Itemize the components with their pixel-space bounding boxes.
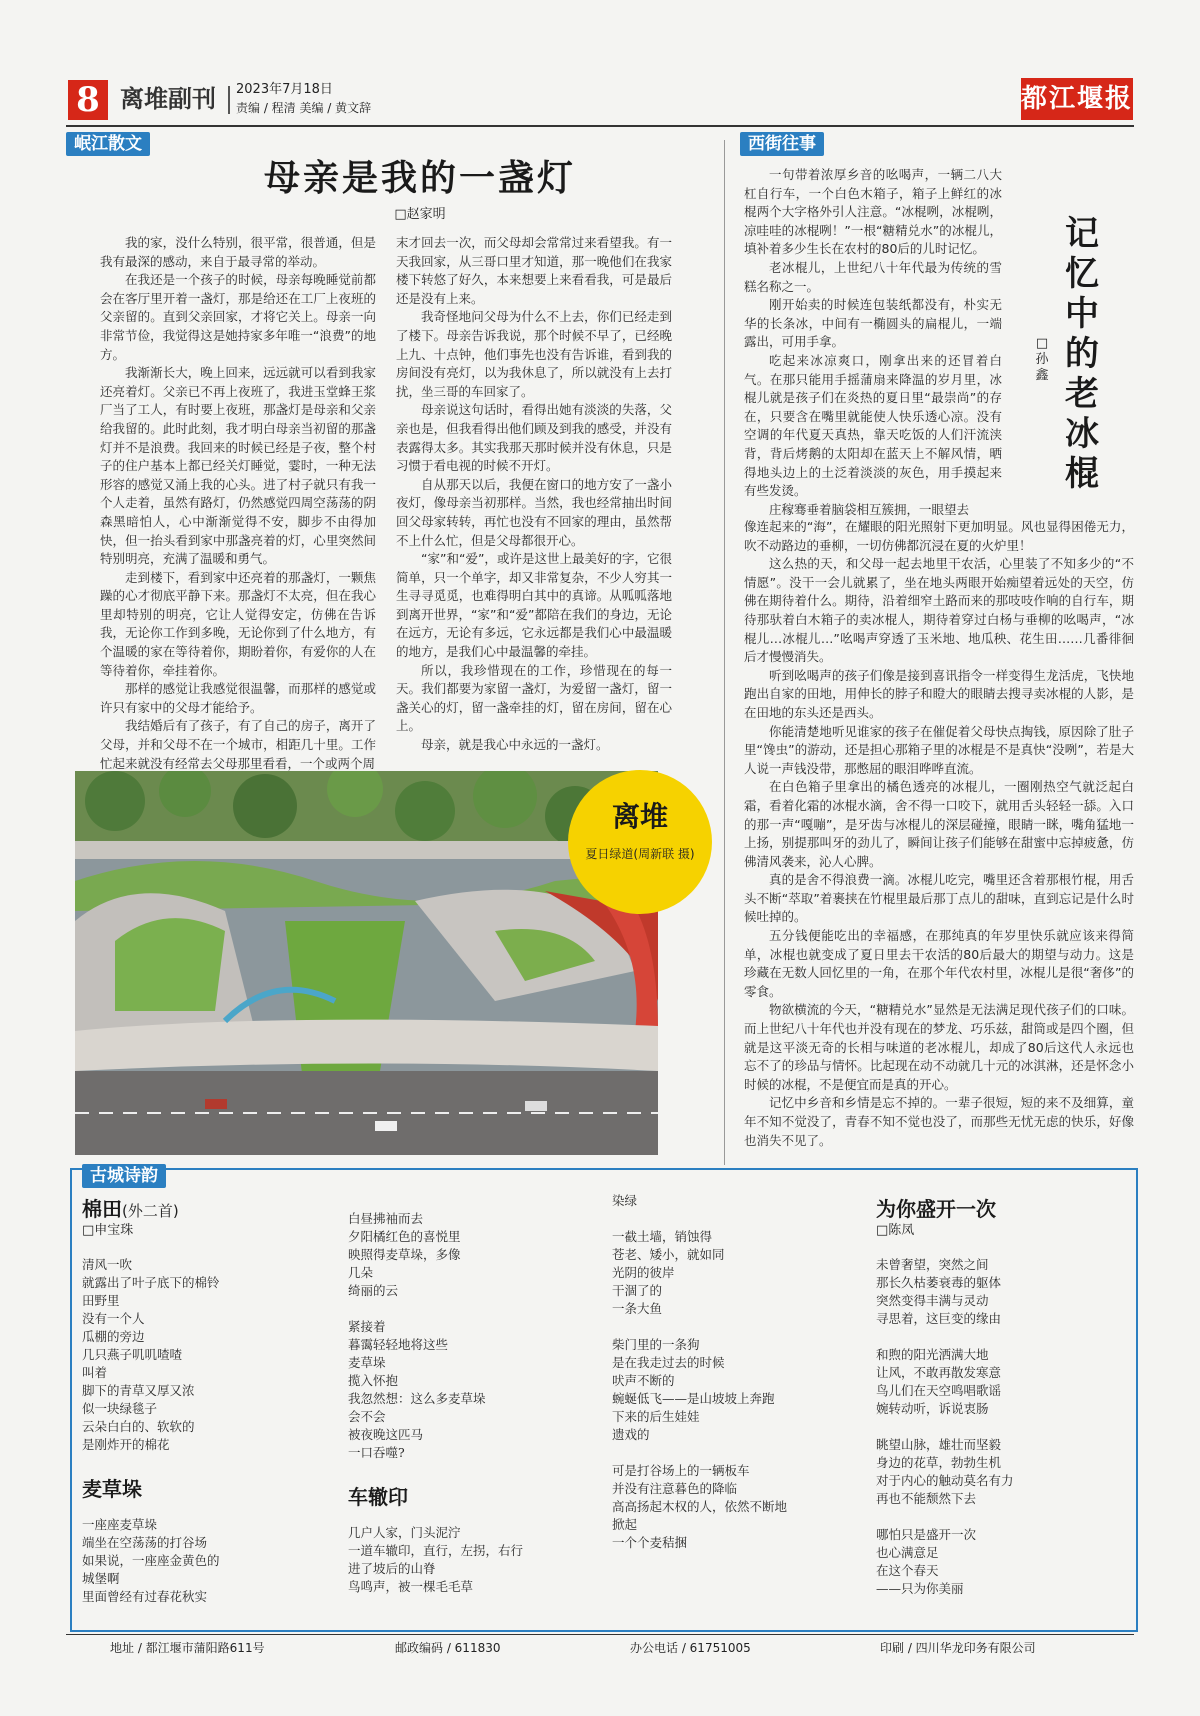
poem-body (82, 1516, 302, 1606)
paragraph: 记忆中乡音和乡情是忘不掉的。一辈子很短，短的来不及细算，童年不知不觉没了，青春不知不觉也没了，而那些无忧无虑的快乐，好像也消失不见了。 (744, 1095, 1134, 1148)
article2-title: 记忆中的老冰棍 (1065, 214, 1099, 494)
page-number: 8 (68, 80, 108, 120)
poem-line: 一条大鱼 (612, 1301, 663, 1316)
article2-body-top (744, 166, 1002, 519)
poem-line: 掀起 (612, 1517, 638, 1532)
paragraph: 那样的感觉让我感觉很温馨，而那样的感觉或许只有家中的父母才能给予。 (100, 681, 376, 715)
poem-line: ——只为你美丽 (876, 1581, 964, 1596)
column-tag-poetry: 古城诗韵 (82, 1164, 166, 1188)
poem-line: 染绿 (612, 1193, 638, 1208)
paragraph: 物欲横流的今天，“糖精兑水”显然是无法满足现代孩子们的口味。而上世纪八十年代也并没有现在的梦龙、巧乐兹，甜筒或是四个圈，但就是这平淡无奇的长相与味道的老冰棍儿，却成了80后这代人永远也忘不了的珍品与情怀。比起现在动不动就几十元的冰淇淋，还是怀念小时候的冰棍，不是便宜而是真的开心。 (744, 1002, 1134, 1092)
photo-caption: 夏日绿道(周新联 摄) (585, 847, 695, 861)
poem-line: 几户人家，门头泥泞 (348, 1525, 461, 1540)
poem-line: 眺望山脉，雄壮而坚毅 (876, 1437, 1002, 1452)
paragraph: 自从那天以后，我便在窗口的地方安了一盏小夜灯，像母亲当初那样。当然，我也经常抽出时间回父母家转转，再忙也没有不回家的理由，虽然帮不上什么忙，但是父母都很开心。 (396, 476, 672, 548)
poem-stanza (876, 1346, 1116, 1418)
paragraph: 五分钱便能吃出的幸福感，在那纯真的年岁里快乐就应该来得简单，冰棍也就变成了夏日里去干农活的80后最大的期望与动力。这是珍藏在无数人回忆里的一角，在那个年代农村里，冰棍儿是很“奢侈”的零食。 (744, 928, 1134, 999)
poem-line: 寻思着，这巨变的缘由 (876, 1311, 1002, 1326)
poem-title: 为你盛开一次 (876, 1197, 996, 1221)
paragraph: 在我还是一个孩子的时候，母亲每晚睡觉前都会在客厅里开着一盏灯，那是给还在工厂上夜班的父亲留的。直到父亲回家，才将它关上。母亲一向非常节俭，我觉得这是她持家多年唯一“浪费”的地方。 (100, 272, 376, 362)
poem-line: 让风，不敢再散发寒意 (876, 1365, 1002, 1380)
paragraph: 一句带着浓厚乡音的吆喝声，一辆二八大杠自行车，一个白色木箱子，箱子上鲜红的冰棍两个大字格外引人注意。“冰棍咧，冰棍咧，凉哇哇的冰棍咧！”一根“糖精兑水”的冰棍儿，填补着多少生长在农村的80后的儿时记忆。 (744, 167, 1002, 257)
poem-line: 似一块绿毯子 (82, 1401, 158, 1416)
paragraph: 这么热的天，和父母一起去地里干农活，心里装了不知多少的“不情愿”。没干一会儿就累了，坐在地头两眼开始痴望着远处的天空，仿佛在期待着什么。期待，沿着细窄土路而来的那吱吱作响的自行车，期待那驮着白木箱子的卖冰棍人，期待着穿过白杨与垂柳的吆喝声，“冰棍儿…冰棍儿…”吆喝声穿透了玉米地、地瓜秧、花生田……几番徘徊后才慢慢消失。 (744, 556, 1134, 665)
poetry-column-4 (876, 1196, 1116, 1598)
poem-line: 紧接着 (348, 1319, 386, 1334)
poem-stanza (612, 1192, 842, 1210)
poem-line: 并没有注意暮色的降临 (612, 1481, 738, 1496)
paragraph: 听到吆喝声的孩子们像是接到喜讯指令一样变得生龙活虎，飞快地跑出自家的田地，用伸长的脖子和瞪大的眼睛去搜寻卖冰棍的人影，是在田地的东头还是西头。 (744, 667, 1134, 720)
issue-date: 2023年7月18日 (236, 82, 333, 97)
poem-line: 婉转动听，诉说衷肠 (876, 1401, 989, 1416)
photo-label-circle (568, 770, 712, 914)
poem-line: 白昼拂袖而去 (348, 1211, 424, 1226)
poem-line: 叫着 (82, 1365, 108, 1380)
poem-line: 云朵白白的、软软的 (82, 1419, 195, 1434)
poem-line: 在这个春天 (876, 1563, 939, 1578)
column-tag-west-street: 西街往事 (740, 132, 824, 156)
poem-line: 端坐在空荡荡的打谷场 (82, 1535, 208, 1550)
article-body-column-1 (100, 234, 376, 773)
paragraph: “家”和“爱”，或许是这世上最美好的字，它很简单，只一个单字，却又非常复杂，不少人穷其一生寻寻觅觅，也难得明白其中的真谛。从呱呱落地到离开世界，“家”和“爱”都陪在我们的身边，无论在远方，无论有多远，它永远都是我们心中最温暖的地方，是我们心中最温馨的牵挂。 (396, 551, 672, 660)
poem-title: 棉田 (82, 1197, 122, 1221)
poem-heading (82, 1196, 302, 1222)
poem-subtitle: (外二首) (122, 1202, 179, 1220)
poem-line: 可是打谷场上的一辆板车 (612, 1463, 750, 1478)
header-rule (66, 125, 1134, 127)
paragraph: 吃起来冰凉爽口，刚拿出来的还冒着白气。在那只能用手摇蒲扇来降温的岁月里，冰棍儿就是孩子们在炎热的夏日里“最崇尚”的存在，只要含在嘴里就能使人快乐透心凉。没有空调的年代夏天真热，靠天吃饭的人们汗流浃背，背后烤鹅的太阳却在蓝天上不解风情，晒得地头边上的土泛着淡淡的灰色，用手摸起来有些发烫。 (744, 352, 1002, 499)
poem-line: 未曾奢望，突然之间 (876, 1257, 989, 1272)
poetry-column-3 (612, 1192, 842, 1552)
poem-line: 哪怕只是盛开一次 (876, 1527, 977, 1542)
poem-line: 柴门里的一条狗 (612, 1337, 700, 1352)
poem-line: 蜿蜒低飞——是山坡坡上奔跑 (612, 1391, 775, 1406)
poem-stanza (876, 1256, 1116, 1328)
poem-line: 夕阳橘红色的喜悦里 (348, 1229, 461, 1244)
poem-title: 车辙印 (348, 1485, 408, 1509)
poem-line: 会不会 (348, 1409, 386, 1424)
footer-printer: 印刷 / 四川华龙印务有限公司 (880, 1641, 1036, 1655)
poem-line: 遗戏的 (612, 1427, 650, 1442)
column-divider (724, 140, 725, 1165)
poem-line: 进了坡后的山脊 (348, 1561, 436, 1576)
poem-line: 鸟鸣声，被一棵毛毛草 (348, 1579, 474, 1594)
poem-line: 是在我走过去的时候 (612, 1355, 725, 1370)
poem-line: 映照得麦草垛，多像 (348, 1247, 461, 1262)
poem-line: 和煦的阳光洒满大地 (876, 1347, 989, 1362)
paragraph: 我结婚后有了孩子，有了自己的房子，离开了父母，并和父母不在一个城市，相距几十里。工作忙起来就没有经常去父母那里看看，一个或两个周 (100, 718, 376, 771)
poem-stanza (612, 1462, 842, 1552)
poem-line: 我忽然想：这么多麦草垛 (348, 1391, 486, 1406)
footer-rule (66, 1634, 1134, 1635)
poem-line: 苍老、矮小，就如同 (612, 1247, 725, 1262)
paragraph: 末才回去一次，而父母却会常常过来看望我。有一天我回家，从三哥口里才知道，那一晚他们在我家楼下转悠了好久，本来想要上来看看我，可是最后还是没有上来。 (396, 235, 672, 306)
footer-phone: 办公电话 / 61751005 (630, 1641, 751, 1655)
paragraph: 庄稼骞垂着脑袋相互簇拥，一眼望去 (769, 501, 970, 517)
poem-line: 鸟儿们在天空鸣唱歌谣 (876, 1383, 1002, 1398)
poem-line: 吠声不断的 (612, 1373, 675, 1388)
poem-line: 瓜棚的旁边 (82, 1329, 145, 1344)
poem-line: 光阴的彼岸 (612, 1265, 675, 1280)
paragraph: 我渐渐长大，晚上回来，远远就可以看到我家还亮着灯。父亲已不再上夜班了，我进玉堂蜂王浆厂当了工人，有时要上夜班，那盏灯是母亲和父亲给我留的。此时此刻，我才明白母亲当初留的那盏灯并不是浪费。我回来的时候已经是子夜，整个村子的住户基本上都已经关灯睡觉，霎时，一种无法形容的感觉又涌上我的心头。进了村子就只有我一个人走着，虽然有路灯，仍然感觉四周空荡荡的阴森黑暗怕人，心中渐渐觉得不安，脚步不由得加快，但一抬头看到家中那盏亮着的灯，心里突然间特别明亮，充满了温暖和勇气。 (100, 365, 376, 567)
header-divider (228, 86, 230, 114)
poem-line: 那长久枯萎衰毒的躯体 (876, 1275, 1002, 1290)
poem-stanza (876, 1526, 1116, 1598)
article-byline: □赵家明 (394, 207, 446, 222)
poem-stanza (876, 1436, 1116, 1508)
poem-line: 一口吞噬? (348, 1445, 405, 1460)
poem-line: 被夜晚这匹马 (348, 1427, 424, 1442)
paragraph: 走到楼下，看到家中还亮着的那盏灯，一颗焦躁的心才彻底平静下来。那盏灯不太亮，但在我心里却特别的明亮，它让人觉得安定，仿佛在告诉我，无论你工作到多晚，无论你到了什么地方，有个温暖的家在等待着你，期盼着你，有爱你的人在等待着你，牵挂着你。 (100, 569, 376, 678)
poem-line: 一个个麦秸捆 (612, 1535, 688, 1550)
article-title: 母亲是我的一盏灯 (263, 157, 576, 199)
poem-line: 如果说，一座座金黄色的 (82, 1553, 220, 1568)
poem-line: 一截土墙，销蚀得 (612, 1229, 713, 1244)
paragraph: 母亲说这句话时，看得出她有淡淡的失落，父亲也是，但我看得出他们顾及到我的感受，并没有表露得太多。其实我那天那时候并没有休息，只是习惯于看电视的时候不开灯。 (396, 402, 672, 474)
poem-line: 清风一吹 (82, 1257, 133, 1272)
paragraph: 所以，我珍惜现在的工作，珍惜现在的每一天。我们都要为家留一盏灯，为爱留一盏灯，留一盏关心的灯，留一盏牵挂的灯，留在房间，留在心上。 (396, 662, 672, 734)
paragraph: 老冰棍儿，上世纪八十年代最为传统的雪糕名称之一。 (744, 259, 1002, 294)
paragraph: 我奇怪地问父母为什么不上去，你们已经走到了楼下。母亲告诉我说，那个时候不早了，已经晚上九、十点钟，他们事先也没有告诉谁，看到我的房间没有亮灯，以为我休息了，所以就没有上去打扰，坐三哥的车回家了。 (396, 309, 672, 399)
paragraph: 真的是舍不得浪费一滴。冰棍儿吃完，嘴里还含着那根竹棍，用舌头不断“萃取”着裹挟在竹棍里最后那丁点儿的甜味，直到忘记是什么时候吐掉的。 (744, 872, 1134, 925)
poem-line: 下来的后生娃娃 (612, 1409, 700, 1424)
poem-title: 麦草垛 (82, 1477, 142, 1501)
poem-line: 高高扬起木权的人，依然不断地 (612, 1499, 788, 1514)
poem-body (348, 1524, 578, 1596)
column-tag-prose: 岷江散文 (66, 132, 150, 156)
poem-body (82, 1256, 302, 1454)
newspaper-masthead-logo: 都江堰报 (1021, 78, 1133, 120)
poem-line: 城堡啊 (82, 1571, 120, 1586)
paragraph: 在白色箱子里拿出的橘色透亮的冰棍儿，一圈刚热空气就泛起白霜，看着化霜的冰棍水滴，舍不得一口咬下，就用舌头轻轻一舔。入口的那一声“嘎嘣”，是牙齿与冰棍儿的深层碰撞，眼睛一眯，嘴角猛地一上扬，别提那叫牙的劲儿了，瞬间让孩子们能够在甜蜜中忘掉疲惫，仿佛清风袭来，沁人心脾。 (744, 779, 1134, 869)
poem-line: 没有一个人 (82, 1311, 145, 1326)
editor-credits: 责编 / 程清 美编 / 黄文辞 (236, 101, 372, 115)
paragraph: 你能清楚地听见谁家的孩子在催促着父母快点掏钱，原因除了肚子里“馋虫”的游动，还是担心那箱子里的冰棍是不是真快“没咧”，若是大人说一声钱没带，那憋屈的眼泪哗哗直流。 (744, 723, 1134, 776)
poem-author: □陈凤 (876, 1223, 915, 1238)
paragraph: 母亲，就是我心中永远的一盏灯。 (421, 737, 609, 753)
poem-line: 是刚炸开的棉花 (82, 1437, 170, 1452)
poem-line: 再也不能颓然下去 (876, 1491, 977, 1506)
paragraph: 刚开始卖的时候连包装纸都没有，朴实无华的长条冰，中间有一椭圆头的扁棍儿，一端露出，可用手拿。 (744, 297, 1002, 350)
footer-address: 地址 / 都江堰市蒲阳路611号 (110, 1641, 265, 1655)
poem-line: 暮霭轻轻地将这些 (348, 1337, 449, 1352)
poem-author: □申宝珠 (82, 1223, 134, 1238)
poem-line: 一道车辙印，直行，左拐，右行 (348, 1543, 524, 1558)
poem-line: 身边的花草，勃勃生机 (876, 1455, 1002, 1470)
footer-postcode: 邮政编码 / 611830 (395, 1641, 501, 1655)
poem-line: 麦草垛 (348, 1355, 386, 1370)
poem-stanza (348, 1210, 578, 1300)
poem-line: 几只燕子叽叽喳喳 (82, 1347, 183, 1362)
poem-line: 几朵 (348, 1265, 374, 1280)
poem-line: 突然变得丰满与灵动 (876, 1293, 989, 1308)
poem-line: 干涸了的 (612, 1283, 663, 1298)
article2-body-bottom (744, 518, 1134, 1150)
poetry-column-1 (82, 1196, 302, 1606)
poem-stanza (348, 1318, 578, 1462)
poem-stanza (612, 1336, 842, 1444)
poem-line: 里面曾经有过春花秋实 (82, 1589, 208, 1604)
poem-line: 绮丽的云 (348, 1283, 399, 1298)
paragraph: 像连起来的“海”，在耀眼的阳光照射下更加明显。风也显得困倦无力，吹不动路边的垂柳，一切仿佛都沉浸在夏的火炉里！ (744, 519, 1134, 553)
section-title: 离堆副刊 (120, 85, 216, 113)
poem-line: 揽入怀抱 (348, 1373, 399, 1388)
poem-line: 对于内心的触动莫名有力 (876, 1473, 1014, 1488)
article-body-column-2 (396, 234, 672, 755)
article2-author: □孙鑫 (1035, 336, 1049, 383)
paragraph: 我的家，没什么特别，很平常，很普通，但是我有最深的感动，来自于最寻常的举动。 (100, 235, 376, 269)
poem-line: 就露出了叶子底下的棉铃 (82, 1275, 220, 1290)
poem-line: 也心满意足 (876, 1545, 939, 1560)
poem-line: 脚下的青草又厚又浓 (82, 1383, 195, 1398)
poem-stanza (612, 1228, 842, 1318)
poetry-column-2 (348, 1210, 578, 1596)
poem-line: 一座座麦草垛 (82, 1517, 158, 1532)
poem-line: 田野里 (82, 1293, 120, 1308)
photo-title: 离堆 (611, 800, 668, 833)
